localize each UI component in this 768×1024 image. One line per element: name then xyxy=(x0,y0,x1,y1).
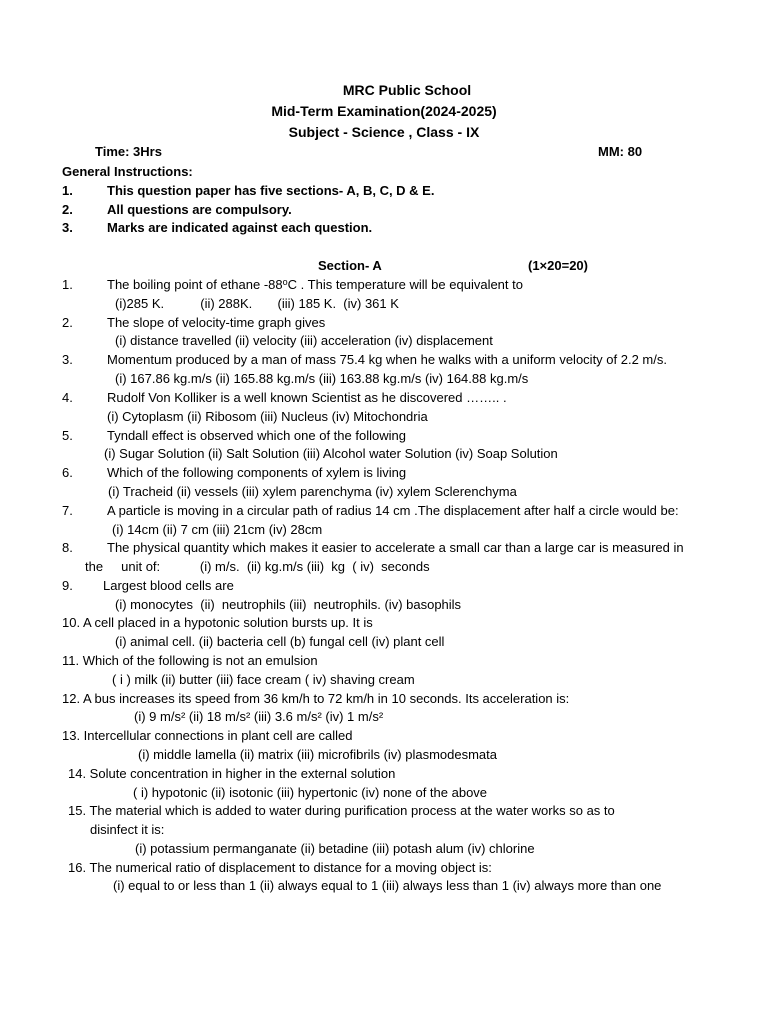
question-text: The physical quantity which makes it easier to accelerate a small car than a large car is measured in xyxy=(107,540,684,555)
question-options: (i) Tracheid (ii) vessels (iii) xylem parenchyma (iv) xylem Sclerenchyma xyxy=(108,484,517,499)
question-number: 4. xyxy=(62,390,73,405)
question-text: 11. Which of the following is not an emulsion xyxy=(62,653,318,668)
max-marks-label: MM: 80 xyxy=(598,144,643,159)
question-text: Rudolf Von Kolliker is a well known Scientist as he discovered …….. . xyxy=(107,390,507,405)
question-number: 7. xyxy=(62,503,73,518)
question-text: 12. A bus increases its speed from 36 km/h to 72 km/h in 10 seconds. Its acceleration is: xyxy=(62,691,570,706)
question-options: (i) Sugar Solution (ii) Salt Solution (iii) Alcohol water Solution (iv) Soap Solution xyxy=(104,446,558,461)
question-number: 6. xyxy=(62,465,73,480)
instruction-text: This question paper has five sections- A, B, C, D & E. xyxy=(107,183,435,198)
time-label: Time: 3Hrs xyxy=(95,144,162,159)
question-number: 8. xyxy=(62,540,73,555)
question-text: Momentum produced by a man of mass 75.4 kg when he walks with a uniform velocity of 2.2 m/s. xyxy=(107,352,667,367)
instruction-number: 1. xyxy=(62,183,73,198)
question-text: 10. A cell placed in a hypotonic solution bursts up. It is xyxy=(62,615,373,630)
instruction-number: 2. xyxy=(62,202,73,217)
question-options: (i) monocytes (ii) neutrophils (iii) neutrophils. (iv) basophils xyxy=(115,597,462,612)
instructions-heading: General Instructions: xyxy=(62,164,193,179)
question-number: 5. xyxy=(62,428,73,443)
exam-title: Mid-Term Examination(2024-2025) xyxy=(271,103,497,119)
subject-line: Subject - Science , Class - IX xyxy=(288,124,480,140)
question-text: Tyndall effect is observed which one of the following xyxy=(107,428,406,443)
question-options: (i) equal to or less than 1 (ii) always equal to 1 (iii) always less than 1 (iv) always more than one xyxy=(113,878,662,893)
question-options: (i) 9 m/s² (ii) 18 m/s² (iii) 3.6 m/s² (iv) 1 m/s² xyxy=(134,709,384,724)
question-text-continued: disinfect it is: xyxy=(90,822,165,837)
question-number: 3. xyxy=(62,352,73,367)
question-options: (i) 167.86 kg.m/s (ii) 165.88 kg.m/s (iii) 163.88 kg.m/s (iv) 164.88 kg.m/s xyxy=(115,371,529,386)
question-text-continued: the unit of: (i) m/s. (ii) kg.m/s (iii) kg ( iv) seconds xyxy=(85,559,430,574)
instruction-number: 3. xyxy=(62,220,73,235)
question-options: (i) distance travelled (ii) velocity (iii) acceleration (iv) displacement xyxy=(115,333,493,348)
question-options: (i) Cytoplasm (ii) Ribosom (iii) Nucleus (iv) Mitochondria xyxy=(107,409,428,424)
instruction-item xyxy=(62,202,292,217)
question-text: Largest blood cells are xyxy=(103,578,234,593)
question-text: The slope of velocity-time graph gives xyxy=(107,315,326,330)
question-options: (i) 14cm (ii) 7 cm (iii) 21cm (iv) 28cm xyxy=(112,522,323,537)
question-text: 14. Solute concentration in higher in the external solution xyxy=(68,766,396,781)
question-options: (i)285 K. (ii) 288K. (iii) 185 K. (iv) 361 K xyxy=(115,296,399,311)
section-title: Section- A xyxy=(318,258,382,273)
question-text: 13. Intercellular connections in plant cell are called xyxy=(62,728,353,743)
instruction-text: All questions are compulsory. xyxy=(107,202,292,217)
question-options: (i) potassium permanganate (ii) betadine (iii) potash alum (iv) chlorine xyxy=(135,841,535,856)
question-options: ( i) hypotonic (ii) isotonic (iii) hypertonic (iv) none of the above xyxy=(133,785,488,800)
question-text: Which of the following components of xylem is living xyxy=(107,465,407,480)
question-text: 16. The numerical ratio of displacement to distance for a moving object is: xyxy=(68,860,492,875)
question-options: (i) animal cell. (ii) bacteria cell (b) fungal cell (iv) plant cell xyxy=(115,634,445,649)
instruction-item xyxy=(62,183,435,198)
school-name: MRC Public School xyxy=(342,82,472,98)
question-text: A particle is moving in a circular path of radius 14 cm .The displacement after half a circle would be: xyxy=(107,503,679,518)
section-marks: (1×20=20) xyxy=(528,258,588,273)
question-number: 1. xyxy=(62,277,73,292)
instruction-text: Marks are indicated against each question. xyxy=(107,220,373,235)
question-options: (i) middle lamella (ii) matrix (iii) microfibrils (iv) plasmodesmata xyxy=(138,747,497,762)
instruction-item xyxy=(62,220,373,235)
question-number: 2. xyxy=(62,315,73,330)
question-text: 15. The material which is added to water during purification process at the water works so as to xyxy=(68,803,615,818)
question-options: ( i ) milk (ii) butter (iii) face cream ( iv) shaving cream xyxy=(112,672,415,687)
question-text: The boiling point of ethane -88$^o$C . This temperature will be equivalent to xyxy=(107,277,523,292)
question-number: 9. xyxy=(62,578,73,593)
